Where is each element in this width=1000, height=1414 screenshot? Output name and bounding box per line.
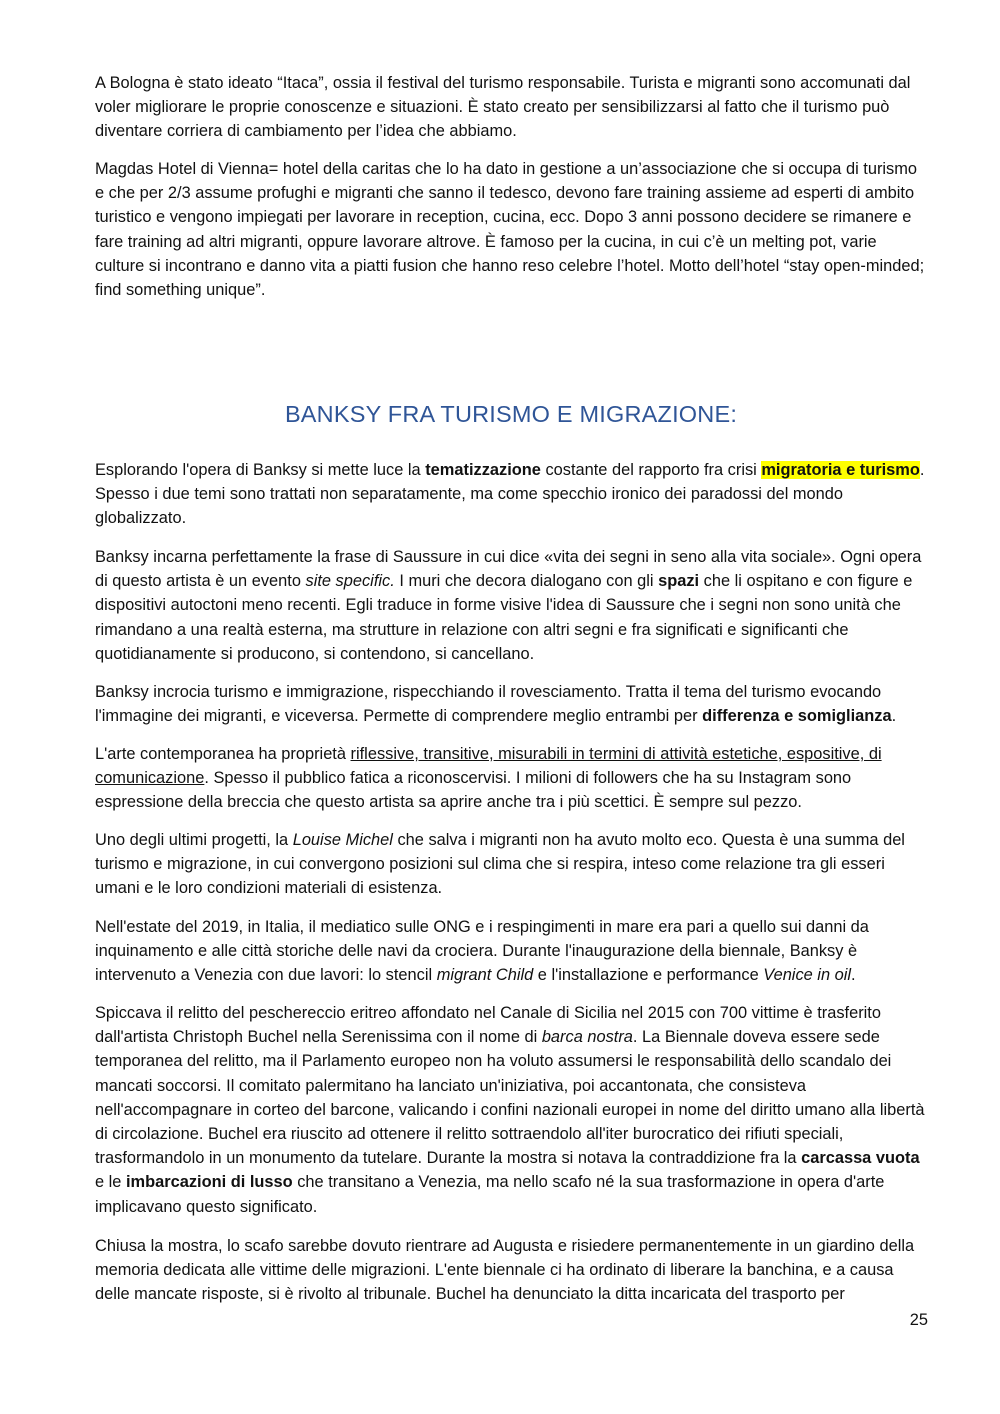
text-run: Banksy incrocia turismo e immigrazione, rispecchiando il rovesciamento. Tratta il tema del turismo evocando l'immagine dei migranti, e viceversa. Permette di comprendere meglio entrambi per: [95, 683, 882, 726]
paragraph-chiusa-mostra: Chiusa la mostra, lo scafo sarebbe dovuto rientrare ad Augusta e risiedere permanentemente in un giardino della memoria dedicata alle vittime delle migrazioni. L'ente biennale ci ha ordinato di liberare la banchina, e a causa delle mancate risposte, si è rivolto al tribunale. Buchel ha denunciato la ditta incaricata del trasporto per: [95, 1237, 915, 1304]
text-run: I muri che decora dialogano con gli: [394, 572, 659, 591]
italic-site-specific: site specific.: [305, 572, 395, 591]
paragraph-saussure: [95, 545, 927, 666]
paragraph-turismo-immigrazione: [95, 680, 927, 728]
text-run: .: [891, 707, 897, 726]
bold-tematizzazione: tematizzazione: [425, 461, 541, 479]
paragraph-estate-2019: [95, 915, 927, 988]
text-run: costante del rapporto fra crisi: [540, 461, 762, 479]
text-run: L'arte contemporanea ha proprietà: [95, 745, 351, 763]
paragraph-barca-nostra: [95, 1001, 927, 1219]
paragraph-louise-michel: [95, 828, 927, 901]
italic-migrant-child: migrant Child: [436, 966, 534, 985]
bold-imbarcazioni-lusso: imbarcazioni di lusso: [125, 1173, 293, 1192]
text-run: che li ospitano e con figure e dispositivi autoctoni meno recenti. Egli traduce in forme visive l'idea di Saussure che i segni non sono unità che rimandano a una realtà esterna, ma strutture in relazione con altri segni e fra significati e significanti che quotidianamente si producono, si contendono, si cancellano.: [95, 572, 913, 663]
paragraph-magdas-hotel: Magdas Hotel di Vienna= hotel della caritas che lo ha dato in gestione a un’associazione che si occupa di turismo e che per 2/3 assume profughi e migranti che sanno il tedesco, devono fare training assieme ad esperti di ambito turistico e vengono impiegati per lavorare in reception, cucina, ecc. Dopo 3 anni possono decidere se rimanere e fare training ad altri migranti, oppure lavorare altrove. È famoso per la cucina, in cui c’è un melting pot, varie culture si incontrano e danno vita a piatti fusion che hanno reso celebre l’hotel. Motto dell’hotel “stay open-minded; find something unique”.: [95, 160, 925, 300]
italic-venice-in-oil: Venice in oil: [763, 966, 852, 985]
text-run: . La Biennale doveva essere sede temporanea del relitto, ma il Parlamento europeo non ha voluto assumersi le responsabilità dello scandalo dei mancati soccorsi. Il comitato palermitano ha lanciato un'iniziativa, poi accantonata, che consisteva nell'accompagnare in corteo del barcone, valicando i confini nazionali europei in nome del diritto umano alla libertà di circolazione. Buchel era riuscito ad ottenere il relitto sottraendolo all'iter burocratico dei rifiuti speciali, trasformandolo in un monumento da tutelare. Durante la mostra si notava la contraddizione fra la: [95, 1028, 925, 1168]
italic-barca-nostra: barca nostra: [541, 1028, 633, 1047]
text-run: Spiccava il relitto del peschereccio eritreo affondato nel Canale di Sicilia nel 2015 con 700 vittime è trasferito dall'artista Christoph Buchel nella Serenissima con il nome di: [95, 1004, 881, 1047]
paragraph-arte-contemporanea: [95, 742, 927, 815]
highlight-migratoria-turismo: migratoria e turismo: [761, 461, 920, 479]
text-run: Banksy incarna perfettamente la frase di Saussure in cui dice «vita dei segni in seno alla vita sociale». Ogni opera di questo artista è un evento: [95, 548, 922, 591]
text-run: e l'installazione e performance: [533, 966, 764, 985]
text-run: Nell'estate del 2019, in Italia, il mediatico sulle ONG e i respingimenti in mare era pari a quello sui danni da inquinamento e alle città storiche delle navi da crociera. Durante l'inaugurazione della biennale, Banksy è intervenuto a Venezia con due lavori: lo stencil: [95, 918, 869, 985]
page-number: 25: [909, 1311, 928, 1329]
bold-carcassa-vuota: carcassa vuota: [801, 1149, 920, 1168]
bold-differenza-somiglianza: differenza e somiglianza: [702, 707, 892, 726]
bold-spazi: spazi: [658, 572, 700, 591]
text-run: .: [851, 966, 856, 985]
text-run: e le: [95, 1173, 126, 1192]
text-run: . Spesso i due temi sono trattati non separatamente, ma come specchio ironico dei paradossi del mondo globalizzato.: [95, 461, 925, 528]
text-run: Uno degli ultimi progetti, la: [95, 831, 293, 849]
italic-louise-michel: Louise Michel: [292, 831, 393, 849]
paragraph-itaca: A Bologna è stato ideato “Itaca”, ossia il festival del turismo responsabile. Turista e migranti sono accomunati dal voler migliorare le proprie conoscenze e situazioni. È stato creato per sensibilizzarsi al fatto che il turismo può diventare corriera di cambiamento per l’idea che abbiamo.: [95, 74, 911, 141]
underlined-proprieta: riflessive, transitive, misurabili in termini di attività estetiche, espositive, di comunicazione: [95, 745, 882, 788]
text-run: . Spesso il pubblico fatica a riconoscervisi. I milioni di followers che ha su Instagram sono espressione della breccia che questo artista sa aprire anche tra i più scettici. È sempre sul pezzo.: [95, 769, 852, 812]
text-run: Esplorando l'opera di Banksy si mette luce la: [95, 461, 426, 479]
paragraph-banksy-intro: [95, 458, 927, 531]
section-heading: BANKSY FRA TURISMO E MIGRAZIONE:: [284, 401, 738, 427]
text-run: che transitano a Venezia, ma nello scafo né la sua trasformazione in opera d'arte implicavano questo significato.: [95, 1173, 885, 1216]
text-run: che salva i migranti non ha avuto molto eco. Questa è una summa del turismo e migrazione, in cui convergono posizioni sul clima che si respira, inteso come relazione tra gli esseri umani e le loro condizioni materiali di esistenza.: [95, 831, 905, 898]
